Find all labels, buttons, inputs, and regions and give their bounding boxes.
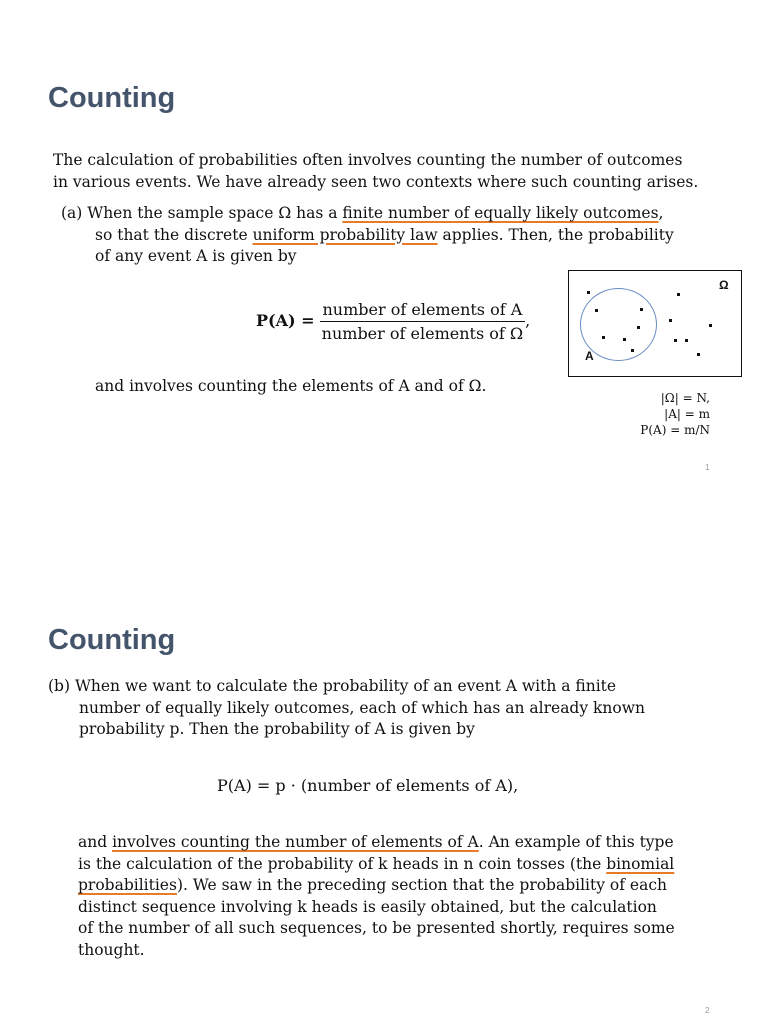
outcome-dot (685, 339, 688, 342)
probability-eq: P(A) = m/N (640, 423, 710, 437)
item-a-line-1-end: , (658, 204, 664, 222)
omega-size-eq: |Ω| = N, (660, 391, 710, 405)
para-line-1-end: . An example of this type (478, 833, 674, 851)
item-a-line-1-text: (a) When the sample space Ω has a (61, 204, 343, 222)
a-size-eq: |A| = m (664, 407, 710, 421)
para-line-3 (78, 875, 675, 897)
outcome-dot (595, 309, 598, 312)
item-b-line-3: probability p. Then the probability of A is given by (79, 720, 475, 738)
underline-binomial: binomial (606, 854, 675, 873)
underline-counting: involves counting the number of elements of A (112, 833, 479, 851)
venn-diagram (568, 270, 742, 377)
item-b-line-2: number of equally likely outcomes, each of which has an already known (79, 698, 645, 717)
underline-finite-outcomes: finite number of equally likely outcomes (342, 204, 659, 222)
item-b (48, 676, 645, 741)
item-a-line-2-text: so that the discrete (95, 225, 253, 244)
page-number-1: 1 (705, 463, 710, 472)
underline-probabilities: probabilities (78, 876, 177, 894)
item-b-line-1: (b) When we want to calculate the probability of an event A with a finite (48, 677, 617, 695)
outcome-dot (669, 319, 672, 322)
item-a-line-2-end: applies. Then, the probability (437, 225, 674, 244)
para-line-6: thought. (78, 940, 145, 959)
para-line-3-text: ). We saw in the preceding section that the probability of each (176, 876, 668, 894)
outcome-dot (623, 338, 626, 341)
slide-2-title: Counting (48, 624, 176, 656)
item-a-line-1 (61, 203, 674, 225)
outcome-dot (587, 291, 590, 294)
formula-a-lhs: P(A) = (256, 311, 315, 330)
para-line-1 (78, 832, 675, 854)
underline-uniform-law: uniform probability law (252, 225, 438, 244)
para-line-1-start: and (78, 833, 113, 851)
outcome-dot (631, 349, 634, 352)
item-a-line-2 (61, 225, 674, 247)
page-number-2: 2 (705, 1006, 710, 1015)
formula-b: P(A) = p · (number of elements of A), (217, 776, 519, 795)
formula-a-numerator: number of elements of A (320, 300, 526, 322)
closing-line: and involves counting the elements of A and of Ω. (95, 377, 487, 395)
outcome-dot (677, 293, 680, 296)
para-line-4: distinct sequence involving k heads is easily obtained, but the calculation (78, 897, 657, 916)
paragraph-b (78, 832, 675, 961)
item-a-line-3: of any event A is given by (95, 247, 297, 265)
outcome-dot (709, 324, 712, 327)
slide-1-title: Counting (48, 82, 176, 114)
outcome-dot (602, 336, 605, 339)
para-line-2-text: is the calculation of the probability of k heads in n coin tosses (the (78, 854, 607, 873)
para-line-2 (78, 854, 675, 876)
formula-a (256, 300, 530, 343)
set-a-label: A (585, 349, 594, 363)
formula-a-denominator: number of elements of Ω (321, 324, 524, 343)
formula-a-fraction (320, 300, 526, 343)
intro-line-2: in various events. We have already seen two contexts where such counting arises. (53, 172, 699, 191)
outcome-dot (637, 326, 640, 329)
para-line-5: of the number of all such sequences, to be presented shortly, requires some (78, 919, 675, 937)
intro-line-1: The calculation of probabilities often involves counting the number of outcomes (53, 151, 683, 169)
outcome-dot (697, 353, 700, 356)
formula-a-comma: , (525, 311, 531, 330)
item-a (61, 203, 674, 268)
outcome-dot (674, 339, 677, 342)
slide-1-intro (53, 150, 698, 193)
outcome-dot (640, 308, 643, 311)
omega-label: Ω (719, 278, 729, 292)
counting-equations (600, 390, 710, 438)
